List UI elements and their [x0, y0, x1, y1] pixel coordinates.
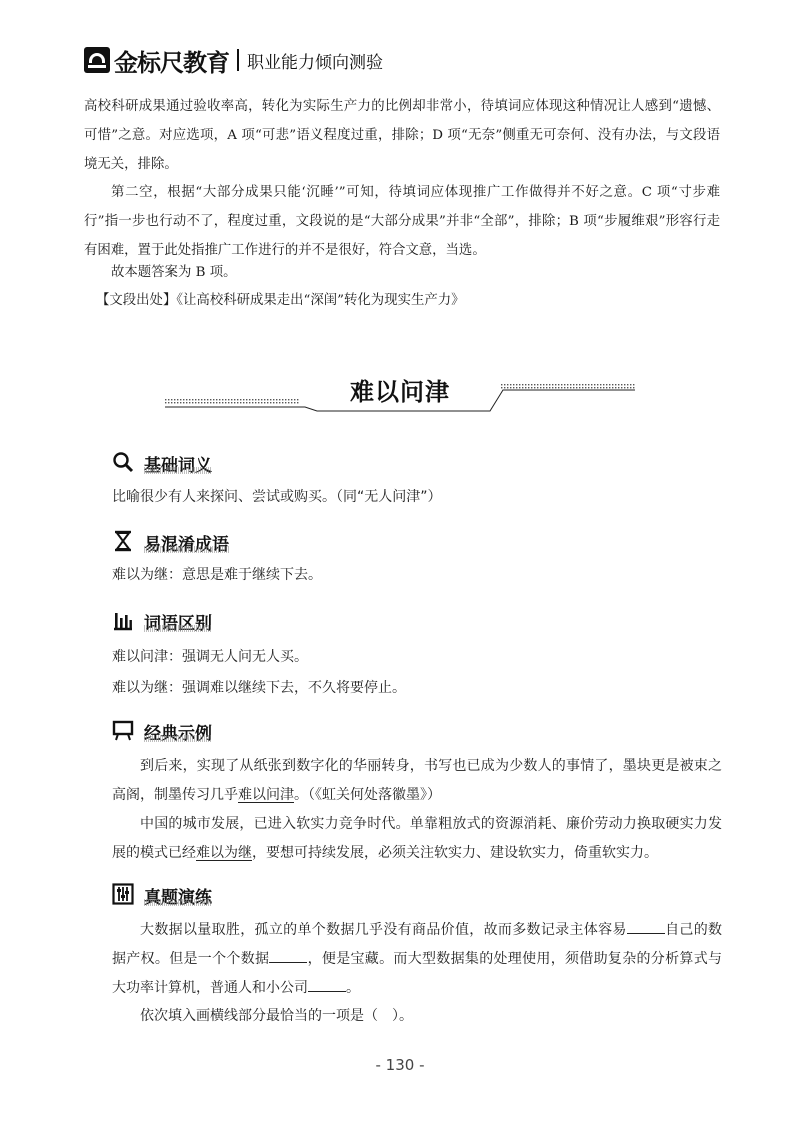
exercise-question: 依次填入画横线部分最恰当的一项是（ ）。: [140, 1008, 413, 1024]
section-exercise: [112, 881, 212, 907]
analysis-paragraph-1: 高校科研成果通过验收率高，转化为实际生产力的比例却非常小，待填词应体现这种情况让人感到“遗憾、可惜”之意。对应选项，A 项“可悲”语义程度过重，排除；D 项“无奈”侧重无可奈何、没有办法，与文段语境无关，排除。: [84, 99, 720, 172]
bar-chart-icon: [112, 609, 134, 631]
section-confusable: [112, 528, 229, 554]
example-text: 到后来，实现了从纸张到数字化的华丽转身，书写也已成为少数人的事情了，墨块更是被束之高阁，制墨传习几乎: [112, 758, 722, 803]
distinction-line: 难以问津：强调无人问无人买。: [112, 649, 308, 665]
confusable-text: 难以为继：意思是难于继续下去。: [112, 567, 322, 583]
distinction-line: 难以为继：强调难以继续下去，不久将要停止。: [112, 680, 406, 696]
section-title: 经典示例: [144, 719, 212, 742]
definition-text: 比喻很少有人来探问、尝试或购买。（同“无人问津”）: [112, 489, 442, 505]
section-title: 真题演练: [144, 883, 212, 906]
answer-blank: [627, 919, 665, 934]
answer-blank: [308, 977, 346, 992]
exercise-text: ，便是宝藏。而大型数据集的处理使用，须借助复杂的分析算式与大功率计算机，普通人和小公司: [112, 951, 723, 996]
entry-title: 难以问津: [350, 377, 450, 406]
section-title: 易混淆成语: [144, 530, 229, 553]
header-subtitle: 职业能力倾向测验: [247, 52, 383, 73]
exercise-paragraph: [112, 916, 722, 1003]
exercise-text: 自己的数据产权。但是一个个数据: [112, 922, 723, 967]
easel-icon: [112, 719, 134, 741]
example-text: 。（《虹关何处落徽墨》）: [294, 787, 441, 803]
section-title: 基础词义: [144, 451, 212, 474]
source-citation: 【文段出处】《让高校科研成果走出“深闺”转化为现实生产力》: [96, 293, 465, 308]
section-distinction: [112, 607, 212, 633]
example-text: 中国的城市发展，已进入软实力竞争时代。单靠粗放式的资源消耗、廉价劳动力换取硬实力发展的模式已经: [112, 816, 722, 861]
brand-name: 金标尺教育: [114, 48, 229, 77]
exercise-text: 。: [346, 980, 360, 996]
page-number: - 130 -: [375, 1056, 425, 1074]
sliders-icon: [112, 883, 134, 905]
section-basic-meaning: [112, 449, 212, 475]
example-term: 难以问津: [238, 787, 294, 803]
example-paragraph-1: [112, 752, 722, 810]
page-header: [84, 42, 383, 78]
example-text: ，要想可持续发展，必须关注软实力、建设软实力，倚重软实力。: [252, 845, 658, 861]
example-paragraph-2: [112, 810, 722, 868]
header-divider: [237, 49, 239, 71]
example-term: 难以为继: [196, 845, 252, 861]
magnifier-icon: [112, 451, 134, 473]
exercise-text: 大数据以量取胜，孤立的单个数据几乎没有商品价值，故而多数记录主体容易: [140, 922, 627, 938]
entry-banner: [165, 378, 635, 412]
analysis-answer: 故本题答案为 B 项。: [111, 265, 237, 280]
brand-logo-icon: [84, 47, 110, 73]
section-title: 词语区别: [144, 609, 212, 632]
section-examples: [112, 717, 212, 743]
answer-blank: [269, 948, 307, 963]
analysis-paragraph-2: 第二空，根据“大部分成果只能‘沉睡’”可知，待填词应体现推广工作做得并不好之意。C 项“寸步难行”指一步也行动不了，程度过重，文段说的是“大部分成果”并非“全部”，排除；B 项“步履维艰”形容行走有困难，置于此处指推广工作进行的并不是很好，符合文意，当选。: [84, 185, 720, 258]
hourglass-icon: [112, 530, 134, 552]
